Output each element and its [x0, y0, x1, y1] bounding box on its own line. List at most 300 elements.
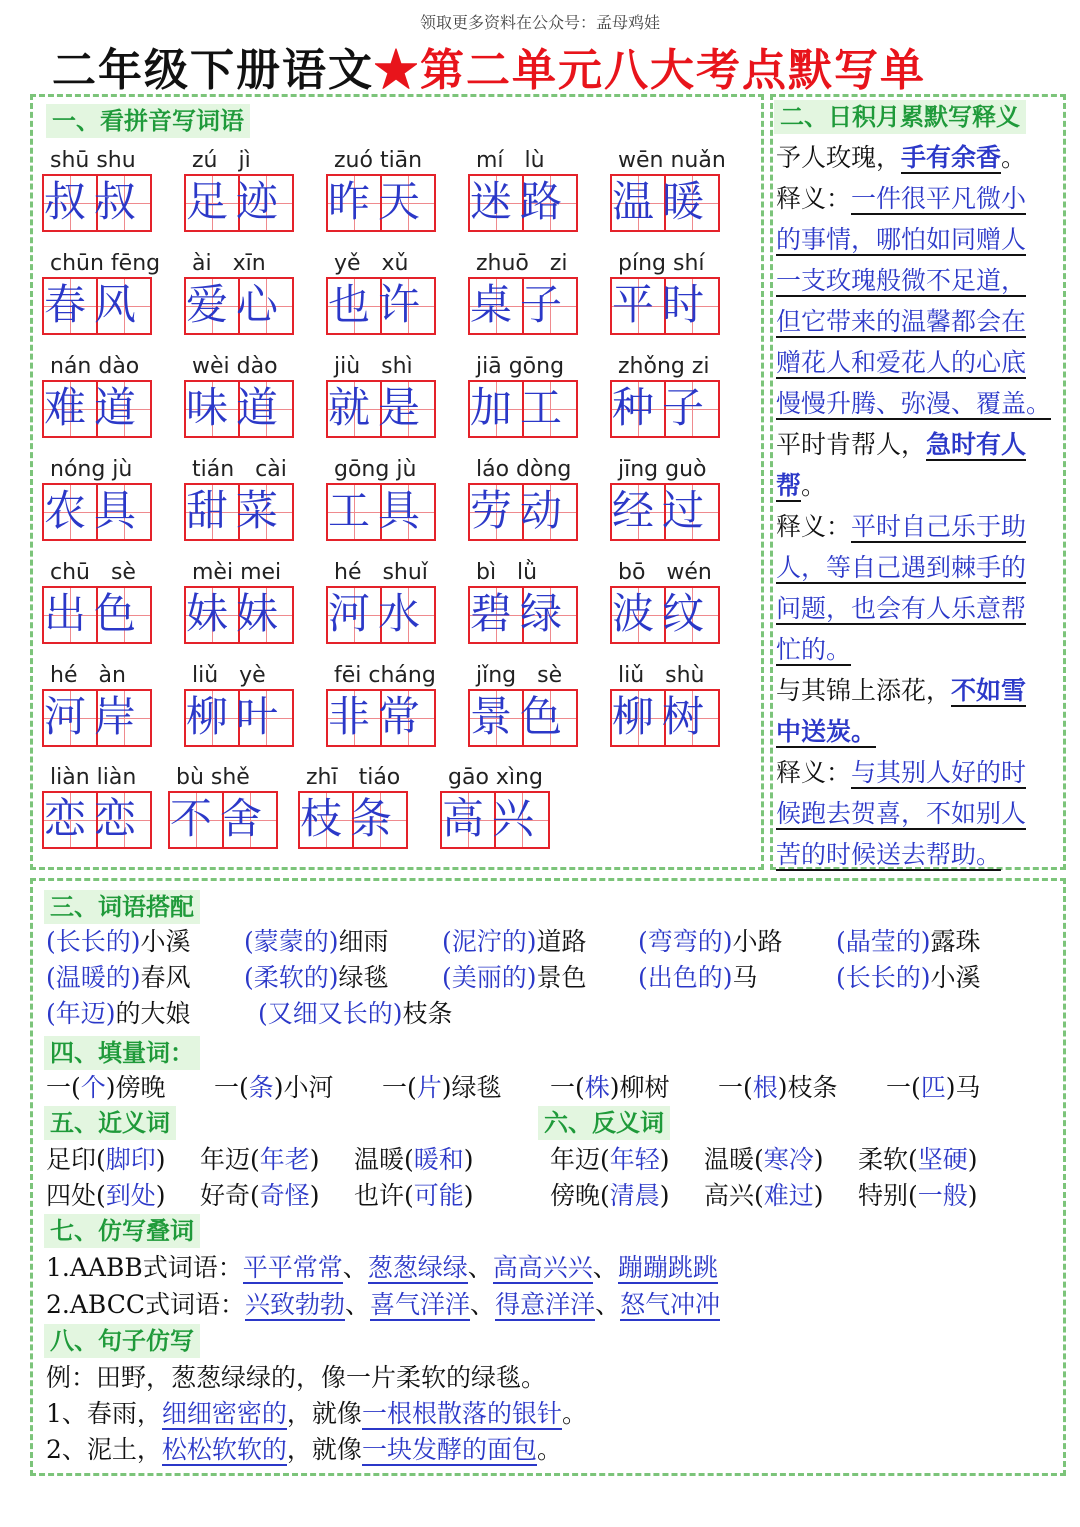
collocation-noun: 景色: [536, 963, 587, 992]
pinyin: chūn fēng: [50, 251, 161, 276]
pinyin: zhuō zi: [476, 251, 568, 276]
saying-answer: 问题，也会有人乐意帮: [776, 594, 1027, 623]
hanzi-word: 甜菜: [186, 486, 287, 535]
saying-line: [776, 263, 1026, 299]
collocation-noun: 枝条: [402, 999, 453, 1028]
pinyin: mèi mei: [192, 560, 282, 585]
pinyin: jǐng sè: [476, 663, 563, 688]
pair-answer: 寒冷: [763, 1145, 814, 1174]
hanzi-word: 叔叔: [44, 177, 145, 226]
hanzi-word: 碧绿: [470, 589, 571, 638]
section-antonyms-label: 六、反义词: [538, 1106, 670, 1140]
pair-word: 四处(: [46, 1181, 106, 1210]
measure-prefix: 一(: [46, 1073, 81, 1102]
measure-noun: )傍晚: [105, 1073, 166, 1102]
sentence-example: 例：田野，葱葱绿绿的，像一片柔软的绿毯。: [46, 1363, 547, 1392]
collocation-item: [46, 924, 191, 960]
word-cell: [186, 148, 332, 238]
hanzi-word: 味道: [186, 383, 287, 432]
char-boxes: [326, 483, 434, 543]
reduplication-word: 兴致勃勃: [245, 1290, 346, 1319]
pair-word: 足印(: [46, 1145, 106, 1174]
pinyin: láo dòng: [476, 457, 572, 482]
word-cell: [44, 251, 190, 341]
pinyin: gōng jù: [334, 457, 417, 482]
char-boxes: [468, 380, 576, 440]
synonym-item: [200, 1142, 320, 1178]
char-boxes: [610, 380, 718, 440]
measure-noun: )绿毯: [441, 1073, 502, 1102]
collocation-answer: (出色的): [638, 963, 733, 992]
pair-close: ): [659, 1181, 670, 1210]
char-boxes: [42, 277, 150, 337]
hanzi-word: 温暖: [612, 177, 713, 226]
saying-answer: 人，等自己遇到棘手的: [776, 553, 1027, 582]
antonym-item: [858, 1142, 978, 1178]
measure-item: [718, 1070, 838, 1106]
char-boxes: [168, 791, 276, 851]
pinyin: jīng guò: [618, 457, 707, 482]
char-boxes: [326, 689, 434, 749]
sentence-mid: ，就像: [286, 1435, 362, 1464]
pair-word: 傍晚(: [550, 1181, 610, 1210]
word-cell: [612, 354, 758, 444]
collocation-item: [638, 960, 758, 996]
antonym-item: [704, 1142, 824, 1178]
collocation-answer: (美丽的): [442, 963, 537, 992]
section-reduplication-label: 七、仿写叠词: [44, 1214, 200, 1248]
separator: 、: [467, 1253, 493, 1282]
saying-line: [776, 140, 1026, 176]
collocation-answer: (长长的): [836, 963, 931, 992]
pinyin: chū sè: [50, 560, 136, 585]
pinyin: ài xīn: [192, 251, 266, 276]
saying-text: 予人玫瑰，: [776, 143, 902, 172]
hanzi-word: 出色: [44, 589, 145, 638]
pinyin: zhī tiáo: [306, 765, 401, 790]
collocation-noun: 马: [732, 963, 758, 992]
sentence-answer-a: 细细密密的: [161, 1399, 287, 1428]
section-synonyms-label: 五、近义词: [44, 1106, 176, 1140]
pair-close: ): [967, 1145, 978, 1174]
title-part2: 第二单元八大考点默写单: [420, 45, 926, 96]
pinyin: zú jì: [192, 148, 251, 173]
sentence-row: [46, 1396, 587, 1432]
pinyin: nóng jù: [50, 457, 133, 482]
collocation-item: [836, 924, 981, 960]
saying-line: [776, 304, 1026, 340]
word-cell: [170, 765, 316, 855]
word-cell: [612, 560, 758, 650]
measure-prefix: 一(: [886, 1073, 921, 1102]
collocation-answer: (弯弯的): [638, 927, 733, 956]
measure-item: [550, 1070, 670, 1106]
sentence-mid: ，就像: [286, 1399, 362, 1428]
reduplication-word: 葱葱绿绿: [367, 1253, 468, 1282]
measure-item: [382, 1070, 502, 1106]
pinyin: liǔ yè: [192, 663, 266, 688]
saying-text: 释义：: [776, 512, 852, 541]
pinyin: hé shuǐ: [334, 560, 428, 585]
char-boxes: [184, 689, 292, 749]
word-cell: [44, 354, 190, 444]
pinyin: bō wén: [618, 560, 712, 585]
separator: 、: [342, 1253, 368, 1282]
pinyin: fēi cháng: [334, 663, 436, 688]
hanzi-word: 爱心: [186, 280, 287, 329]
collocation-answer: (长长的): [46, 927, 141, 956]
saying-answer: 赠花人和爱花人的心底: [776, 348, 1027, 377]
char-boxes: [610, 483, 718, 543]
sentence-answer-b: 一根根散落的银针: [361, 1399, 562, 1428]
saying-line: [776, 632, 851, 668]
char-boxes: [298, 791, 406, 851]
pair-word: 特别(: [858, 1181, 918, 1210]
separator: 、: [595, 1290, 621, 1319]
antonym-item: [550, 1142, 670, 1178]
saying-line: [776, 591, 1026, 627]
reduplication-type: 2.ABCC式词语：: [46, 1290, 245, 1319]
char-boxes: [42, 791, 150, 851]
collocation-item: [836, 960, 981, 996]
char-boxes: [610, 174, 718, 234]
synonym-item: [46, 1178, 166, 1214]
hanzi-word: 景色: [470, 692, 571, 741]
saying-answer: 与其别人好的时: [851, 758, 1027, 787]
word-cell: [328, 354, 474, 444]
separator: 、: [470, 1290, 496, 1319]
saying-answer: 但它带来的温馨都会在: [776, 307, 1027, 336]
collocation-item: [46, 960, 191, 996]
word-cell: [470, 560, 616, 650]
char-boxes: [326, 277, 434, 337]
saying-answer: 一支玫瑰般微不足道，: [776, 266, 1027, 295]
hanzi-word: 加工: [470, 383, 571, 432]
saying-answer: 中送炭。: [776, 717, 877, 746]
synonym-item: [200, 1178, 320, 1214]
collocation-item: [46, 996, 191, 1032]
reduplication-type: 1.AABB式词语：: [46, 1253, 243, 1282]
synonym-item: [46, 1142, 166, 1178]
saying-end: 。: [1001, 143, 1027, 172]
sentence-prefix: 1、春雨，: [46, 1399, 162, 1428]
word-cell: [300, 765, 446, 855]
measure-noun: )枝条: [777, 1073, 838, 1102]
saying-line: [776, 837, 1001, 873]
pair-close: ): [309, 1181, 320, 1210]
pair-close: ): [463, 1145, 474, 1174]
hanzi-word: 妹妹: [186, 589, 287, 638]
pair-close: ): [155, 1181, 166, 1210]
sentence-prefix: 2、泥土，: [46, 1435, 162, 1464]
measure-noun: )小河: [273, 1073, 334, 1102]
pair-word: 也许(: [354, 1181, 414, 1210]
word-cell: [612, 251, 758, 341]
word-cell: [470, 354, 616, 444]
word-cell: [328, 148, 474, 238]
reduplication-row: [46, 1287, 720, 1323]
pair-word: 好奇(: [200, 1181, 260, 1210]
reduplication-word: 得意洋洋: [495, 1290, 596, 1319]
pinyin: nán dào: [50, 354, 140, 379]
separator: 、: [592, 1253, 618, 1282]
saying-answer: 忙的。: [776, 635, 852, 664]
pair-answer: 坚硬: [917, 1145, 968, 1174]
collocation-answer: (柔软的): [244, 963, 339, 992]
antonym-item: [858, 1178, 978, 1214]
word-cell: [470, 457, 616, 547]
collocation-noun: 春风: [140, 963, 191, 992]
char-boxes: [468, 586, 576, 646]
saying-text: 与其锦上添花，: [776, 676, 952, 705]
measure-answer: 匹: [920, 1073, 946, 1102]
word-cell: [186, 560, 332, 650]
char-boxes: [610, 586, 718, 646]
page-title: [52, 34, 1052, 98]
pair-answer: 清晨: [609, 1181, 660, 1210]
section-sentence-label: 八、句子仿写: [44, 1324, 200, 1358]
collocation-answer: (又细又长的): [258, 999, 403, 1028]
word-cell: [186, 251, 332, 341]
hanzi-word: 恋恋: [44, 794, 145, 843]
hanzi-word: 就是: [328, 383, 429, 432]
char-boxes: [610, 689, 718, 749]
saying-line: [776, 468, 826, 504]
saying-line: [776, 550, 1026, 586]
char-boxes: [468, 689, 576, 749]
saying-answer: 慢慢升腾、弥漫、覆盖。: [776, 389, 1052, 418]
pinyin: píng shí: [618, 251, 705, 276]
word-cell: [186, 663, 332, 753]
pair-word: 柔软(: [858, 1145, 918, 1174]
word-cell: [442, 765, 588, 855]
char-boxes: [440, 791, 548, 851]
pair-close: ): [463, 1181, 474, 1210]
sentence-end: 。: [536, 1435, 562, 1464]
char-boxes: [184, 380, 292, 440]
saying-answer: 手有余香: [901, 143, 1002, 172]
saying-text: 平时肯帮人，: [776, 430, 927, 459]
pair-word: 年迈(: [200, 1145, 260, 1174]
reduplication-word: 高高兴兴: [492, 1253, 593, 1282]
pair-word: 年迈(: [550, 1145, 610, 1174]
measure-answer: 条: [248, 1073, 274, 1102]
hanzi-word: 不舍: [170, 794, 271, 843]
collocation-answer: (年迈): [46, 999, 116, 1028]
char-boxes: [184, 586, 292, 646]
hanzi-word: 波纹: [612, 589, 713, 638]
pair-close: ): [967, 1181, 978, 1210]
word-cell: [186, 457, 332, 547]
pair-answer: 难过: [763, 1181, 814, 1210]
saying-answer: 帮: [776, 471, 802, 500]
collocation-noun: 小路: [732, 927, 783, 956]
section-collocation-label: 三、词语搭配: [44, 890, 200, 924]
reduplication-word: 蹦蹦跳跳: [617, 1253, 718, 1282]
antonym-item: [550, 1178, 670, 1214]
saying-answer: 的事情，哪怕如同赠人: [776, 225, 1027, 254]
hanzi-word: 桌子: [470, 280, 571, 329]
char-boxes: [184, 483, 292, 543]
hanzi-word: 工具: [328, 486, 429, 535]
collocation-item: [244, 960, 389, 996]
pair-word: 高兴(: [704, 1181, 764, 1210]
saying-answer: 平时自己乐于助: [851, 512, 1027, 541]
saying-line: [776, 386, 1051, 422]
char-boxes: [610, 277, 718, 337]
synonym-item: [354, 1142, 474, 1178]
pinyin: zhǒng zi: [618, 354, 710, 379]
saying-answer: 一件很平凡微小: [851, 184, 1027, 213]
word-cell: [44, 560, 190, 650]
measure-prefix: 一(: [214, 1073, 249, 1102]
pair-close: ): [155, 1145, 166, 1174]
measure-answer: 个: [80, 1073, 106, 1102]
collocation-noun: 细雨: [338, 927, 389, 956]
measure-item: [46, 1070, 166, 1106]
saying-answer: 急时有人: [926, 430, 1027, 459]
saying-line: [776, 673, 1026, 709]
pinyin: gāo xìng: [448, 765, 543, 790]
reduplication-row: [46, 1250, 718, 1286]
hanzi-word: 迷路: [470, 177, 571, 226]
pinyin: jiā gōng: [476, 354, 565, 379]
pair-answer: 年老: [259, 1145, 310, 1174]
hanzi-word: 难道: [44, 383, 145, 432]
char-boxes: [42, 174, 150, 234]
pinyin: shū shu: [50, 148, 136, 173]
hanzi-word: 足迹: [186, 177, 287, 226]
reduplication-word: 怒气冲冲: [620, 1290, 721, 1319]
collocation-noun: 露珠: [930, 927, 981, 956]
pinyin: wēn nuǎn: [618, 148, 726, 173]
collocation-answer: (晶莹的): [836, 927, 931, 956]
collocation-item: [638, 924, 783, 960]
collocation-answer: (蒙蒙的): [244, 927, 339, 956]
word-cell: [328, 663, 474, 753]
hanzi-word: 昨天: [328, 177, 429, 226]
pinyin: mí lù: [476, 148, 545, 173]
pair-answer: 暖和: [413, 1145, 464, 1174]
saying-line: [776, 181, 1026, 217]
pair-answer: 可能: [413, 1181, 464, 1210]
hanzi-word: 种子: [612, 383, 713, 432]
pinyin: jiù shì: [334, 354, 413, 379]
measure-noun: )马: [945, 1073, 981, 1102]
saying-line: [776, 796, 1026, 832]
word-cell: [328, 560, 474, 650]
saying-text: 释义：: [776, 184, 852, 213]
word-cell: [470, 663, 616, 753]
hanzi-word: 河岸: [44, 692, 145, 741]
word-cell: [612, 148, 758, 238]
section-pinyin-label: 一、看拼音写词语: [46, 104, 250, 138]
char-boxes: [326, 174, 434, 234]
word-cell: [470, 148, 616, 238]
hanzi-word: 平时: [612, 280, 713, 329]
pinyin: liǔ shù: [618, 663, 705, 688]
measure-answer: 片: [416, 1073, 442, 1102]
saying-end: 。: [801, 471, 827, 500]
pinyin: bù shě: [176, 765, 250, 790]
hanzi-word: 柳树: [612, 692, 713, 741]
measure-prefix: 一(: [382, 1073, 417, 1102]
hanzi-word: 农具: [44, 486, 145, 535]
sentence-end: 。: [561, 1399, 587, 1428]
collocation-item: [442, 924, 587, 960]
collocation-noun: 绿毯: [338, 963, 389, 992]
collocation-answer: (温暖的): [46, 963, 141, 992]
pinyin: wèi dào: [192, 354, 278, 379]
pair-close: ): [309, 1145, 320, 1174]
word-cell: [612, 663, 758, 753]
char-boxes: [468, 483, 576, 543]
hanzi-word: 春风: [44, 280, 145, 329]
hanzi-word: 河水: [328, 589, 429, 638]
pinyin: yě xǔ: [334, 251, 409, 276]
collocation-item: [244, 924, 389, 960]
saying-answer: 不如雪: [951, 676, 1027, 705]
char-boxes: [326, 380, 434, 440]
collocation-noun: 的大娘: [115, 999, 191, 1028]
char-boxes: [184, 277, 292, 337]
measure-answer: 根: [752, 1073, 778, 1102]
char-boxes: [42, 380, 150, 440]
separator: 、: [345, 1290, 371, 1319]
antonym-item: [704, 1178, 824, 1214]
pair-close: ): [659, 1145, 670, 1174]
sentence-row: [46, 1432, 562, 1468]
collocation-item: [442, 960, 587, 996]
sentence-answer-b: 一块发酵的面包: [361, 1435, 537, 1464]
collocation-noun: 小溪: [930, 963, 981, 992]
saying-line: [776, 427, 1026, 463]
saying-answer: 苦的时候送去帮助。: [776, 840, 1002, 869]
synonym-item: [354, 1178, 474, 1214]
pair-answer: 奇怪: [259, 1181, 310, 1210]
word-cell: [44, 148, 190, 238]
hanzi-word: 非常: [328, 692, 429, 741]
word-cell: [328, 457, 474, 547]
word-cell: [612, 457, 758, 547]
pair-close: ): [813, 1145, 824, 1174]
saying-line: [776, 222, 1026, 258]
saying-answer: 候跑去贺喜，不如别人: [776, 799, 1027, 828]
hanzi-word: 柳叶: [186, 692, 287, 741]
hanzi-word: 经过: [612, 486, 713, 535]
measure-noun: )柳树: [609, 1073, 670, 1102]
word-cell: [44, 663, 190, 753]
pair-answer: 到处: [105, 1181, 156, 1210]
pinyin: hé àn: [50, 663, 126, 688]
measure-item: [214, 1070, 334, 1106]
pair-answer: 脚印: [105, 1145, 156, 1174]
char-boxes: [42, 586, 150, 646]
pair-answer: 年轻: [609, 1145, 660, 1174]
collocation-noun: 小溪: [140, 927, 191, 956]
saying-line: [776, 345, 1026, 381]
reduplication-word: 喜气洋洋: [370, 1290, 471, 1319]
reduplication-word: 平平常常: [242, 1253, 343, 1282]
char-boxes: [184, 174, 292, 234]
pair-word: 温暖(: [354, 1145, 414, 1174]
section-measure-label: 四、填量词：: [44, 1036, 200, 1070]
pair-word: 温暖(: [704, 1145, 764, 1174]
saying-text: 释义：: [776, 758, 852, 787]
section-sayings-label: 二、日积月累默写释义: [774, 100, 1026, 134]
word-cell: [470, 251, 616, 341]
word-cell: [44, 457, 190, 547]
